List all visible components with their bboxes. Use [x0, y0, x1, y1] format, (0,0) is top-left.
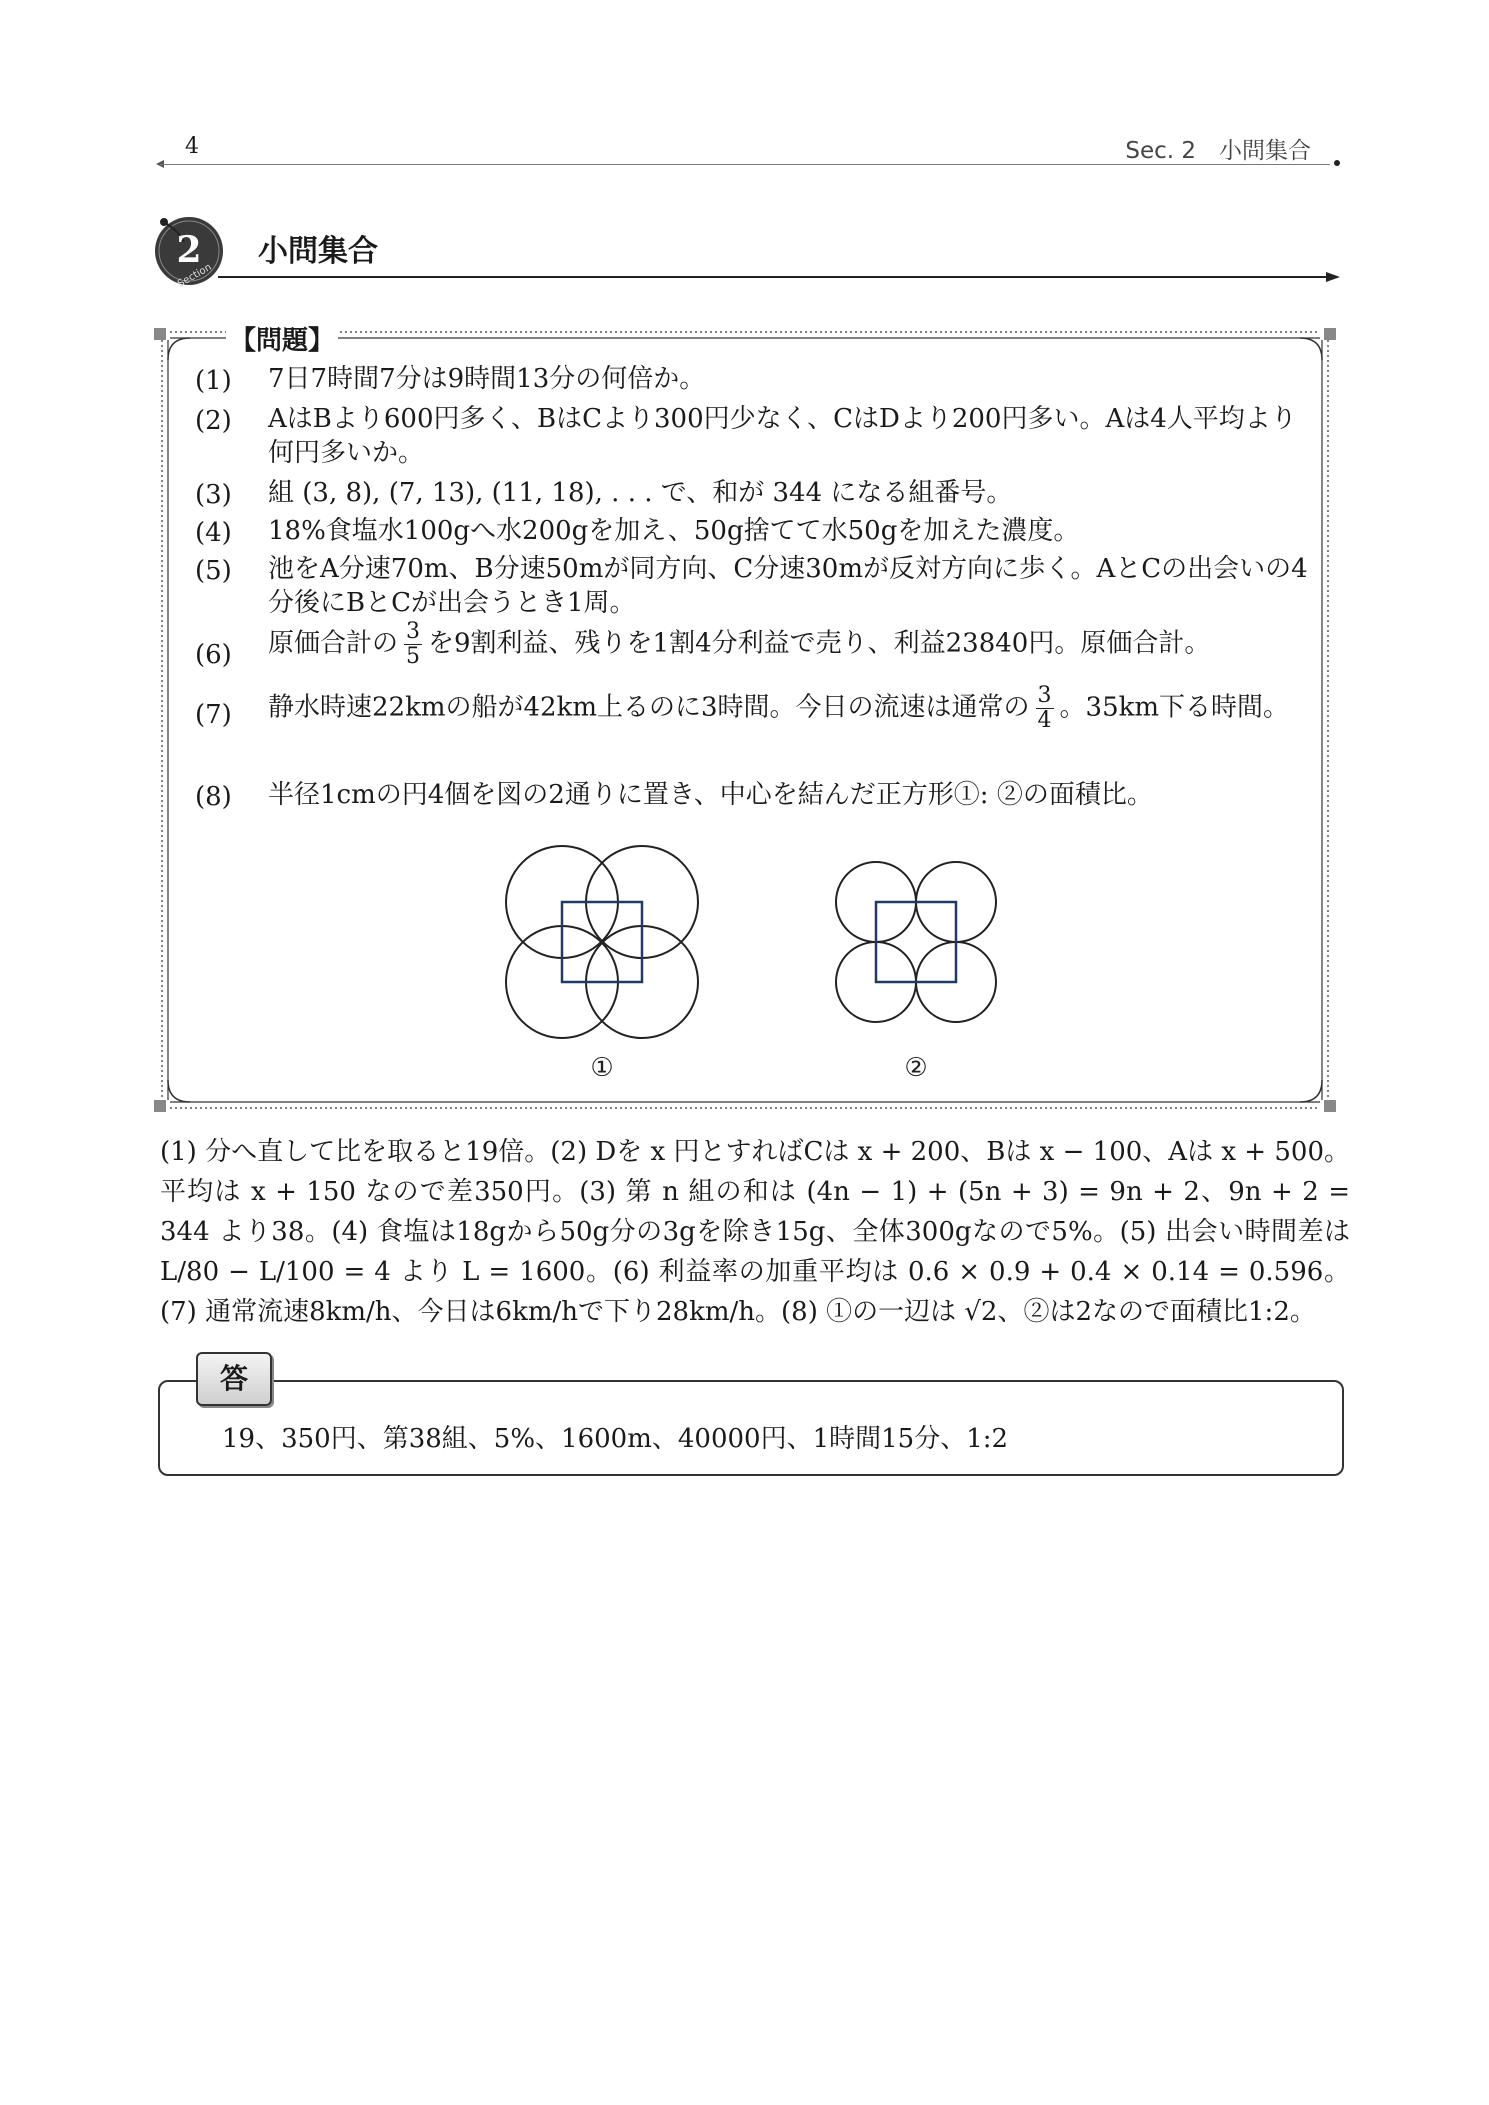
figure-1 [506, 846, 698, 1083]
problem-text: 18%食塩水100gへ水200gを加え、50g捨てて水50gを加えた濃度。 [268, 516, 1080, 546]
problem-label: 【問題】 [226, 320, 338, 357]
problem-number: (6) [195, 640, 232, 670]
figure-2 [836, 862, 996, 1083]
header-dot-right [1334, 160, 1340, 166]
fraction [404, 620, 422, 669]
problem-number: (8) [195, 782, 232, 812]
running-head: Sec. 2 小問集合 [1125, 138, 1311, 164]
figure-label-1: ① [590, 1053, 614, 1083]
solution-paragraph: (1) 分へ直して比を取ると19倍。(2) Dを x 円とすればCは x + 200、Bは x − 100、Aは x + 500。平均は x + 150 なので差350円。(3) 第 n 組の和は (4n − 1) + (5n + 3) = 9n + 2、9n + 2 = 344 より38。(4) 食塩は18gから50g分の3gを除き15g、全体300gなので5%。(5) 出会い時間差は L/80 − L/100 = 4 より L = 1600。(6) 利益率の加重平均は 0.6 × 0.9 + 0.4 × 0.14 = 0.596。(7) 通常流速8km/h、今日は6km/hで下り28km/h。(8) ①の一辺は √2、②は2なので面積比1:2。 [160, 1137, 1350, 1327]
fraction-numerator: 3 [406, 619, 421, 644]
problem-text [268, 620, 1308, 669]
section-emblem-text: Section [175, 261, 214, 290]
section-number: 2 [176, 229, 202, 271]
figure-2-square [876, 902, 956, 982]
header-rule [160, 164, 1330, 165]
fraction-denominator: 5 [406, 644, 421, 669]
answer-text: 19、350円、第38組、5%、1600m、40000円、1時間15分、1:2 [222, 1424, 1009, 1454]
problem-number: (2) [195, 406, 232, 436]
problem-text: 組 (3, 8), (7, 13), (11, 18), . . . で、和が 344 になる組番号。 [268, 478, 1013, 508]
problem-number: (7) [195, 700, 232, 730]
problem-number: (5) [195, 556, 232, 586]
problem-text: 半径1cmの円4個を図の2通りに置き、中心を結んだ正方形①: ②の面積比。 [268, 780, 1153, 810]
section-title: 小問集合 [258, 234, 378, 269]
problem-text-after: を9割利益、残りを1割4分利益で売り、利益23840円。原価合計。 [428, 628, 1211, 659]
section-emblem-icon [150, 212, 228, 290]
problem-text [268, 684, 1308, 733]
problem-text-before: 原価合計の [268, 628, 399, 659]
problem-number: (1) [195, 366, 232, 396]
solution-text [160, 1132, 1350, 1332]
problem-text: 池をA分速70m、B分速50mが同方向、C分速30mが反対方向に歩く。AとCの出会いの4分後にBとCが出会うとき1周。 [268, 554, 1308, 618]
section-rule-arrow [1326, 272, 1340, 282]
page-number: 4 [185, 134, 199, 159]
circle-figures [490, 840, 1010, 1100]
problem-number: (3) [195, 480, 232, 510]
problem-number: (4) [195, 518, 232, 548]
problem-text: 7日7時間7分は9時間13分の何倍か。 [268, 364, 706, 394]
problem-text: AはBより600円多く、BはCより300円少なく、CはDより200円多い。Aは4人平均より何円多いか。 [268, 404, 1297, 468]
section-rule [218, 276, 1328, 278]
fraction-numerator: 3 [1037, 683, 1052, 708]
fraction [1036, 684, 1054, 733]
answer-label: 答 [196, 1352, 272, 1406]
problem-text-before: 静水時速22kmの船が42km上るのに3時間。今日の流速は通常の [268, 692, 1030, 723]
problem-text-after: 。35km下る時間。 [1059, 692, 1290, 723]
figure-label-2: ② [904, 1053, 928, 1083]
fraction-denominator: 4 [1037, 708, 1052, 733]
